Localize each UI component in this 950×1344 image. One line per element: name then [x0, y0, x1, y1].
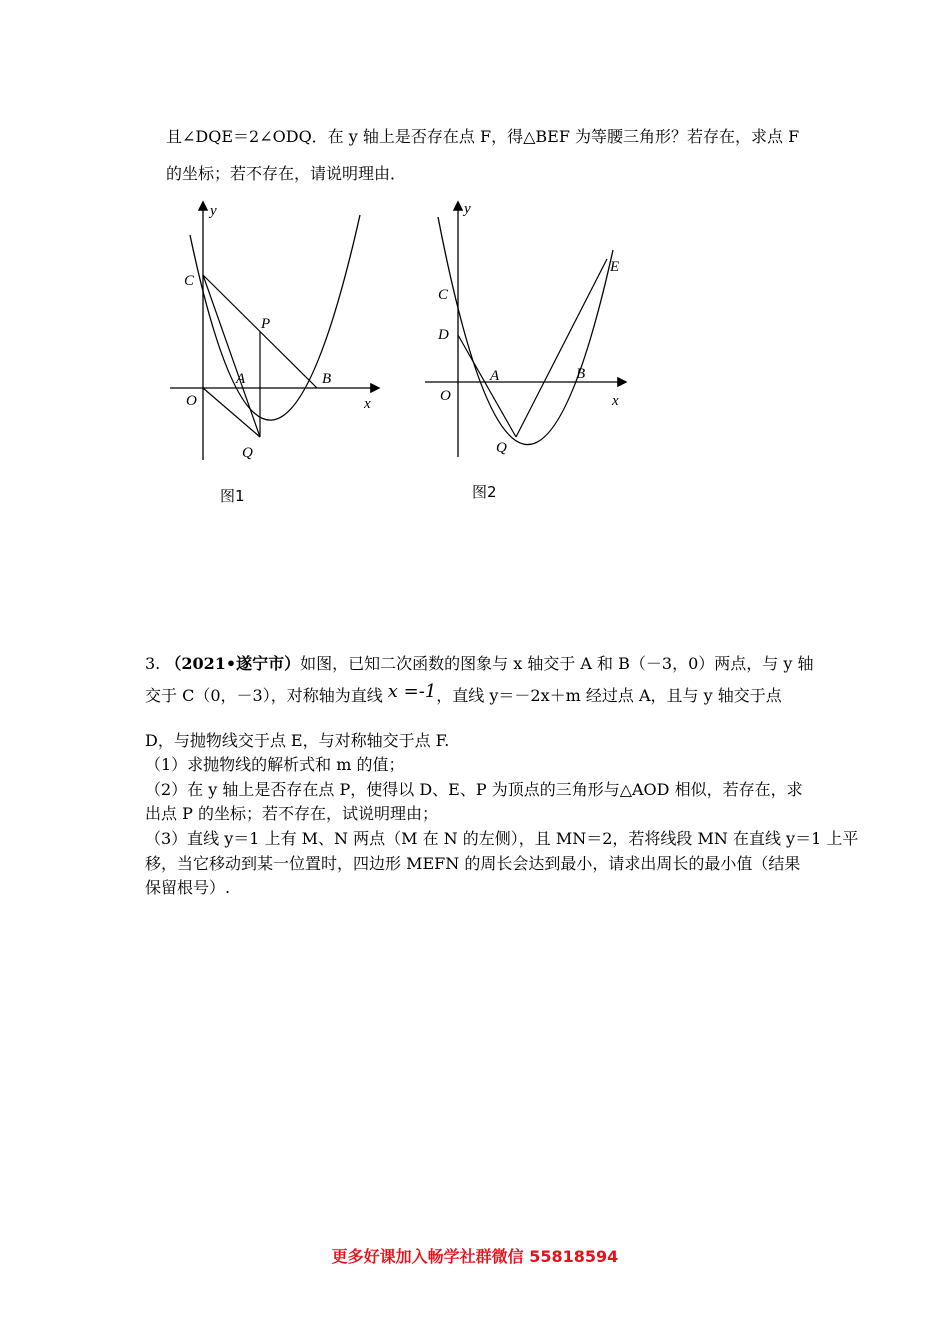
problem3-line2-text: 交于 C（0，－3），对称轴为直线 [145, 686, 383, 705]
fig2-label-D: D [438, 327, 449, 343]
figure-2-caption: 图2 [472, 483, 497, 501]
problem2-line1: 且∠DQE＝2∠ODQ．在 y 轴上是否存在点 F，得△BEF 为等腰三角形？若存在，求点 F [166, 127, 800, 146]
fig2-label-B: B [576, 366, 586, 382]
problem3-number: 3. [145, 654, 161, 673]
fig1-label-A: A [236, 371, 246, 387]
problem3-q3-line3: 保留根号）. [145, 878, 231, 897]
problem3-line2 [145, 681, 950, 706]
figure-1-caption: 图1 [220, 487, 245, 505]
problem3-line1-text: 如图，已知二次函数的图象与 x 轴交于 A 和 B（－3，0）两点，与 y 轴 [300, 654, 814, 673]
fig2-label-C: C [438, 287, 449, 303]
fig2-label-E: E [610, 259, 620, 275]
fig2-label-Q: Q [496, 440, 507, 456]
problem3-line2-tail: ，直线 y＝－2x＋m 经过点 A，且与 y 轴交于点 [436, 686, 782, 705]
problem3-q1: （1）求抛物线的解析式和 m 的值； [145, 755, 405, 774]
fig1-label-B: B [322, 371, 332, 387]
fig2-parabola [438, 217, 613, 445]
fig2-label-O: O [440, 388, 451, 404]
fig1-label-x: x [364, 396, 371, 412]
fig2-label-y: y [464, 201, 471, 217]
figure-1 [160, 195, 390, 475]
fig2-line-QE [516, 259, 607, 437]
problem3-axis-eq: x =-1 [387, 681, 437, 702]
fig1-label-O: O [186, 393, 197, 409]
problem3-line3: D，与抛物线交于点 E，与对称轴交于点 F. [145, 731, 450, 750]
figure-2 [420, 195, 635, 465]
problem3-line1 [145, 654, 950, 674]
problem3-q3-line2: 移，当它移动到某一位置时，四边形 MEFN 的周长会达到最小，请求出周长的最小值（结果 [145, 854, 801, 873]
fig2-label-A: A [490, 368, 500, 384]
problem3-source: （2021•遂宁市） [165, 654, 301, 673]
footer-promo: 更多好课加入畅学社群微信 55818594 [331, 1247, 619, 1266]
problem3-q2-line2: 出点 P 的坐标；若不存在，试说明理由； [145, 804, 438, 823]
fig1-label-C: C [184, 273, 195, 289]
fig1-label-y: y [210, 203, 217, 219]
fig1-label-Q: Q [242, 445, 253, 461]
problem3-q2-line1: （2）在 y 轴上是否存在点 P，使得以 D、E、P 为顶点的三角形与△AOD 相似，若存在，求 [145, 780, 803, 799]
fig1-label-P: P [261, 316, 271, 332]
problem2-line2: 的坐标；若不存在，请说明理由． [166, 164, 407, 183]
problem3-q3-line1: （3）直线 y＝1 上有 M、N 两点（M 在 N 的左侧），且 MN＝2，若将线段 MN 在直线 y＝1 上平 [145, 829, 859, 848]
fig2-line-DQ [458, 335, 516, 437]
fig2-label-x: x [612, 393, 619, 409]
fig1-parabola [190, 215, 360, 420]
